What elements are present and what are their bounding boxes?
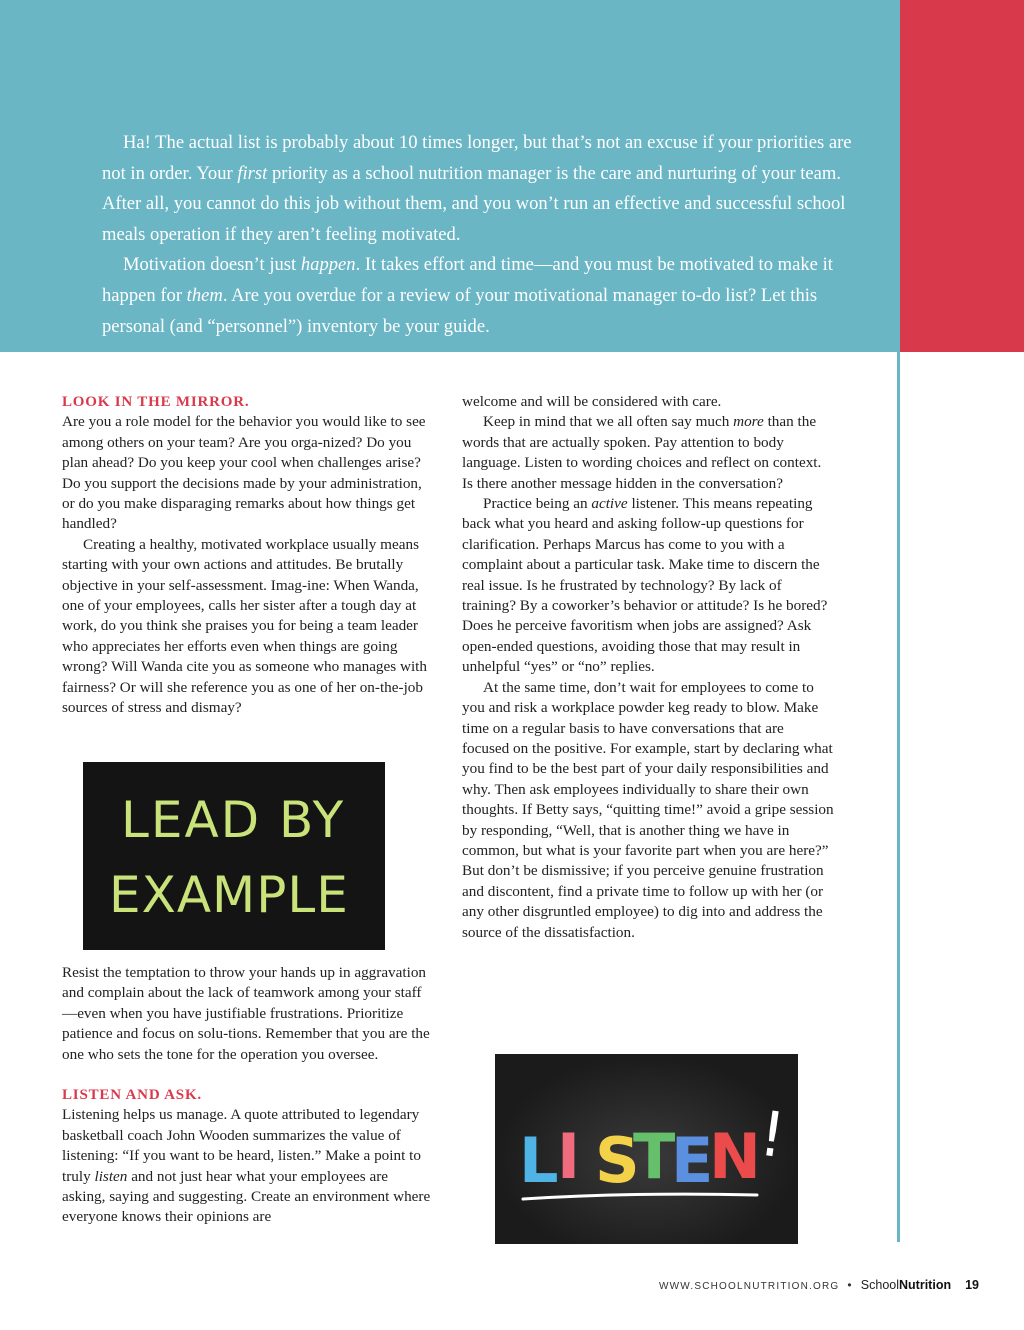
intro-callout	[102, 128, 862, 342]
body-paragraph: Resist the temptation to throw your hands up in aggravation and complain about the lack of teamwork among your staff—even when you have justifiable frustrations. Prioritize patience and focus on solu-tions. Remember that you are the one who sets the tone for the operation you oversee.	[62, 964, 430, 1063]
listen-letter-s: S	[595, 1124, 640, 1197]
italic-run: active	[591, 495, 628, 513]
vertical-accent-rule	[897, 352, 900, 1242]
exclamation-mark: !	[754, 1096, 790, 1173]
left-column-bottom	[62, 963, 432, 1228]
listen-letter-n: N	[709, 1120, 761, 1193]
magazine-brand-school: School	[860, 1278, 900, 1292]
italic-run: them	[186, 284, 223, 306]
body-paragraph: Listening helps us manage. A quote attributed to legendary basketball coach John Wooden summarizes the value of listening: “If you want to be heard, listen.” Make a point to truly listen and not just hear what your employees are asking, saying and suggesting. Create an environment where everyone knows their opinions are	[62, 1106, 431, 1226]
intro-paragraph-2: Motivation doesn’t just happen. It takes effort and time—and you must be motivated to make it happen for them. Are you overdue for a review of your motivational manager to-do list? Let this personal (and “personnel”) inventory be your guide.	[102, 254, 833, 337]
chalk-text-example: EXAMPLE	[109, 866, 349, 924]
listen-chalkboard-image	[495, 1054, 798, 1244]
italic-run: happen	[300, 254, 356, 276]
italic-run: more	[733, 413, 764, 431]
intro-paragraph-1: Ha! The actual list is probably about 10 times longer, but that’s not an excuse if your priorities are not in order. Your first priority as a school nutrition manager is the care and nurturing of your team. After all, you cannot do this job without them, and you won’t run an effective and successful school meals operation if they aren’t feeling motivated.	[102, 132, 852, 245]
listen-letter-e: E	[671, 1124, 714, 1197]
footer-separator: •	[847, 1278, 853, 1292]
listen-letter-t: T	[633, 1120, 676, 1193]
section-heading-mirror: LOOK IN THE MIRROR.	[62, 394, 250, 410]
magazine-brand-nutrition: Nutrition	[899, 1278, 952, 1292]
lead-by-example-chalkboard-image	[83, 762, 385, 950]
section-heading-listen: LISTEN AND ASK.	[62, 1087, 202, 1104]
body-paragraph: Are you a role model for the behavior you would like to see among others on your team? Are you orga-nized? Do you plan ahead? Do you keep your cool when challenges arise? Do you support the decisions made by your administration, or do you make disparaging remarks about how things get handled?	[62, 413, 426, 533]
lead-by-example-chalk-drawing	[83, 762, 385, 950]
italic-run: first	[237, 162, 268, 184]
listen-letter-i: I	[557, 1120, 581, 1193]
listen-letter-l: L	[519, 1124, 559, 1197]
right-column	[462, 392, 834, 943]
left-column-top	[62, 392, 432, 719]
body-paragraph: Creating a healthy, motivated workplace usually means starting with your own actions and attitudes. Be brutally objective in your self-assessment. Imag-ine: When Wanda, one of your employees, calls her sister after a tough day at work, do you think she praises you for being a team leader who appreciates her efforts even when things are going wrong? Will Wanda cite you as someone who manages with fairness? Or will she reference you as one of her on-the-job sources of stress and dismay?	[62, 535, 427, 717]
body-paragraph: Keep in mind that we all often say much more than the words that are actually spoken. Pay attention to body language. Listen to wording choices and reflect on context. Is there another message hidden in the conversation?	[462, 413, 822, 492]
page-number: 19	[965, 1278, 979, 1292]
body-paragraph: At the same time, don’t wait for employees to come to you and risk a workplace powder keg ready to blow. Make time on a regular basis to have conversations that are focused on the positive. For example, start by declaring what you find to be the best part of your daily responsibilities and why. Then ask employees individually to share their own thoughts. If Betty says, “quitting time!” avoid a gripe session by responding, “Well, that is another thing we have in common, but what is your favorite part when you are here?” But don’t be dismissive; if you perceive genuine frustration and discontent, find a private time to follow up with her (or any other disgruntled employee) to dig into and address the source of the dissatisfaction.	[462, 678, 834, 941]
footer-url: WWW.SCHOOLNUTRITION.ORG	[659, 1281, 840, 1292]
italic-run: listen	[94, 1167, 128, 1185]
page-footer	[659, 1278, 979, 1292]
red-accent-block	[900, 0, 1024, 352]
body-paragraph: Practice being an active listener. This means repeating back what you heard and asking follow-up questions for clarification. Perhaps Marcus has come to you with a complaint about a particular task. Make time to discern the real issue. Is he frustrated by technology? By lack of training? By a coworker’s behavior or attitude? Is he bored? Does he perceive favoritism when jobs are assigned? Ask open-ended questions, avoiding those that may result in unhelpful “yes” or “no” replies.	[462, 495, 828, 676]
listen-chalk-drawing	[495, 1054, 798, 1244]
chalk-text-lead-by: LEAD BY	[121, 791, 346, 849]
body-paragraph: welcome and will be considered with care.	[462, 393, 722, 410]
listen-word	[519, 1120, 761, 1197]
